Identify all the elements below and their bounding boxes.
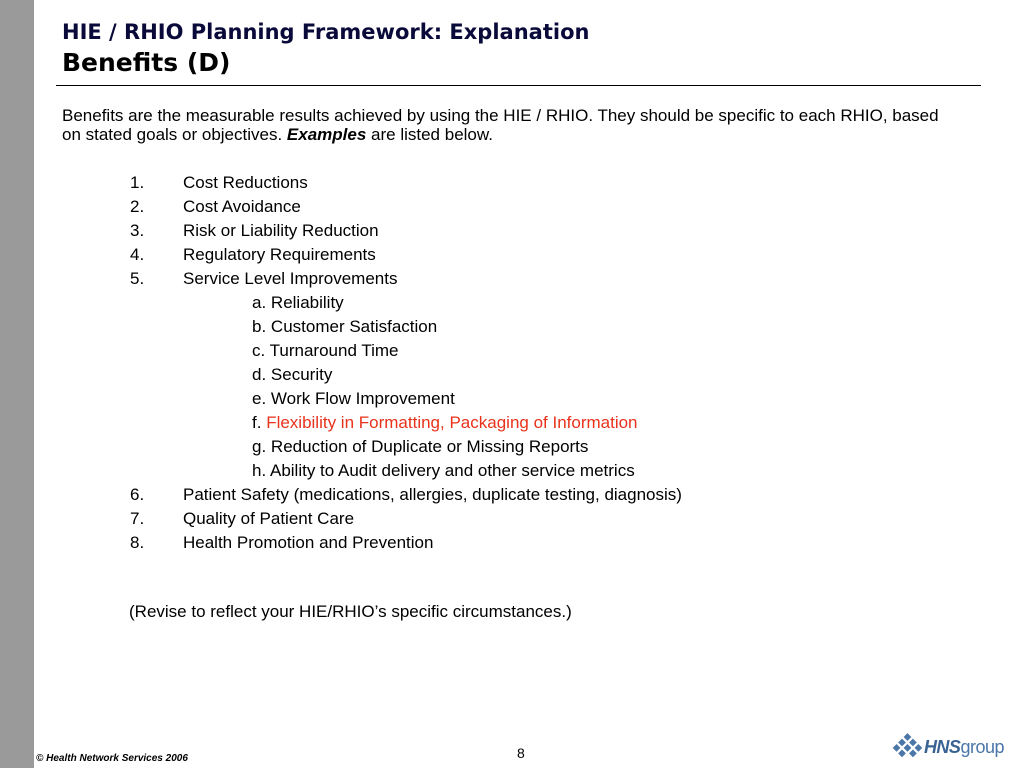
list-item bbox=[130, 219, 682, 243]
sub-item-label: Flexibility in Formatting, Packaging of Information bbox=[266, 413, 638, 432]
list-item-number: 7. bbox=[130, 509, 145, 528]
revise-note: (Revise to reflect your HIE/RHIO’s specific circumstances.) bbox=[129, 602, 572, 621]
sub-item-label: Customer Satisfaction bbox=[270, 317, 438, 336]
list-item-number: 5. bbox=[130, 269, 145, 288]
sub-item-letter: b. bbox=[252, 317, 267, 336]
list-item bbox=[130, 195, 682, 219]
sub-item-letter: a. bbox=[252, 293, 267, 312]
sub-list-item bbox=[130, 363, 682, 387]
benefits-list bbox=[130, 171, 682, 555]
intro-examples: Examples bbox=[286, 125, 367, 144]
sub-item-label: Security bbox=[270, 365, 333, 384]
logo-text bbox=[924, 737, 1004, 758]
list-item-label: Regulatory Requirements bbox=[183, 245, 376, 264]
list-item-number: 1. bbox=[130, 173, 145, 192]
sub-list-item bbox=[130, 459, 682, 483]
list-item-number: 3. bbox=[130, 221, 145, 240]
page-number: 8 bbox=[517, 745, 525, 761]
list-item-label: Quality of Patient Care bbox=[183, 509, 355, 528]
list-item bbox=[130, 507, 682, 531]
list-item-number: 8. bbox=[130, 533, 145, 552]
sub-list-item bbox=[130, 387, 682, 411]
list-item bbox=[130, 267, 682, 291]
list-item-number: 6. bbox=[130, 485, 145, 504]
hns-group-logo bbox=[892, 730, 1004, 764]
sub-item-label: Reliability bbox=[270, 293, 344, 312]
list-item bbox=[130, 171, 682, 195]
list-item-label: Cost Avoidance bbox=[183, 197, 301, 216]
sub-item-letter: g. bbox=[252, 437, 267, 456]
sub-list-item bbox=[130, 291, 682, 315]
list-item-label: Service Level Improvements bbox=[183, 269, 398, 288]
sub-item-letter: c. bbox=[252, 341, 266, 360]
list-item-label: Health Promotion and Prevention bbox=[183, 533, 434, 552]
list-item-label: Risk or Liability Reduction bbox=[183, 221, 379, 240]
sub-item-letter: f. bbox=[252, 413, 262, 432]
copyright-footer: © Health Network Services 2006 bbox=[36, 753, 188, 764]
list-item-label: Patient Safety (medications, allergies, duplicate testing, diagnosis) bbox=[183, 485, 682, 504]
sub-item-label: Turnaround Time bbox=[269, 341, 399, 360]
list-item bbox=[130, 531, 682, 555]
intro-text-after: are listed below. bbox=[366, 125, 493, 144]
title-divider bbox=[56, 85, 981, 86]
sub-item-letter: h. bbox=[252, 461, 267, 480]
sub-list-item bbox=[130, 435, 682, 459]
slide-title: HIE / RHIO Planning Framework: Explanation bbox=[62, 20, 590, 44]
hns-diamond-logo-icon bbox=[892, 732, 923, 762]
intro-text-before: Benefits are the measurable results achieved by using the HIE / RHIO. They should be specific to each RHIO, based on stated goals or objectives. bbox=[62, 106, 939, 144]
sub-item-letter: e. bbox=[252, 389, 267, 408]
sub-item-label: Ability to Audit delivery and other service metrics bbox=[269, 461, 635, 480]
sub-item-label: Work Flow Improvement bbox=[270, 389, 455, 408]
sub-item-label: Reduction of Duplicate or Missing Reports bbox=[270, 437, 589, 456]
sub-list-item bbox=[130, 315, 682, 339]
list-item bbox=[130, 243, 682, 267]
sub-list-item-highlighted bbox=[130, 411, 682, 435]
sub-item-letter: d. bbox=[252, 365, 267, 384]
intro-paragraph bbox=[62, 106, 962, 144]
logo-group: group bbox=[960, 736, 1004, 757]
list-item-number: 4. bbox=[130, 245, 145, 264]
list-item bbox=[130, 483, 682, 507]
logo-hns: HNS bbox=[923, 736, 961, 757]
list-item-number: 2. bbox=[130, 197, 145, 216]
slide-subtitle: Benefits (D) bbox=[62, 48, 231, 77]
sub-list-item bbox=[130, 339, 682, 363]
list-item-label: Cost Reductions bbox=[183, 173, 308, 192]
slide-side-bar bbox=[0, 0, 34, 768]
